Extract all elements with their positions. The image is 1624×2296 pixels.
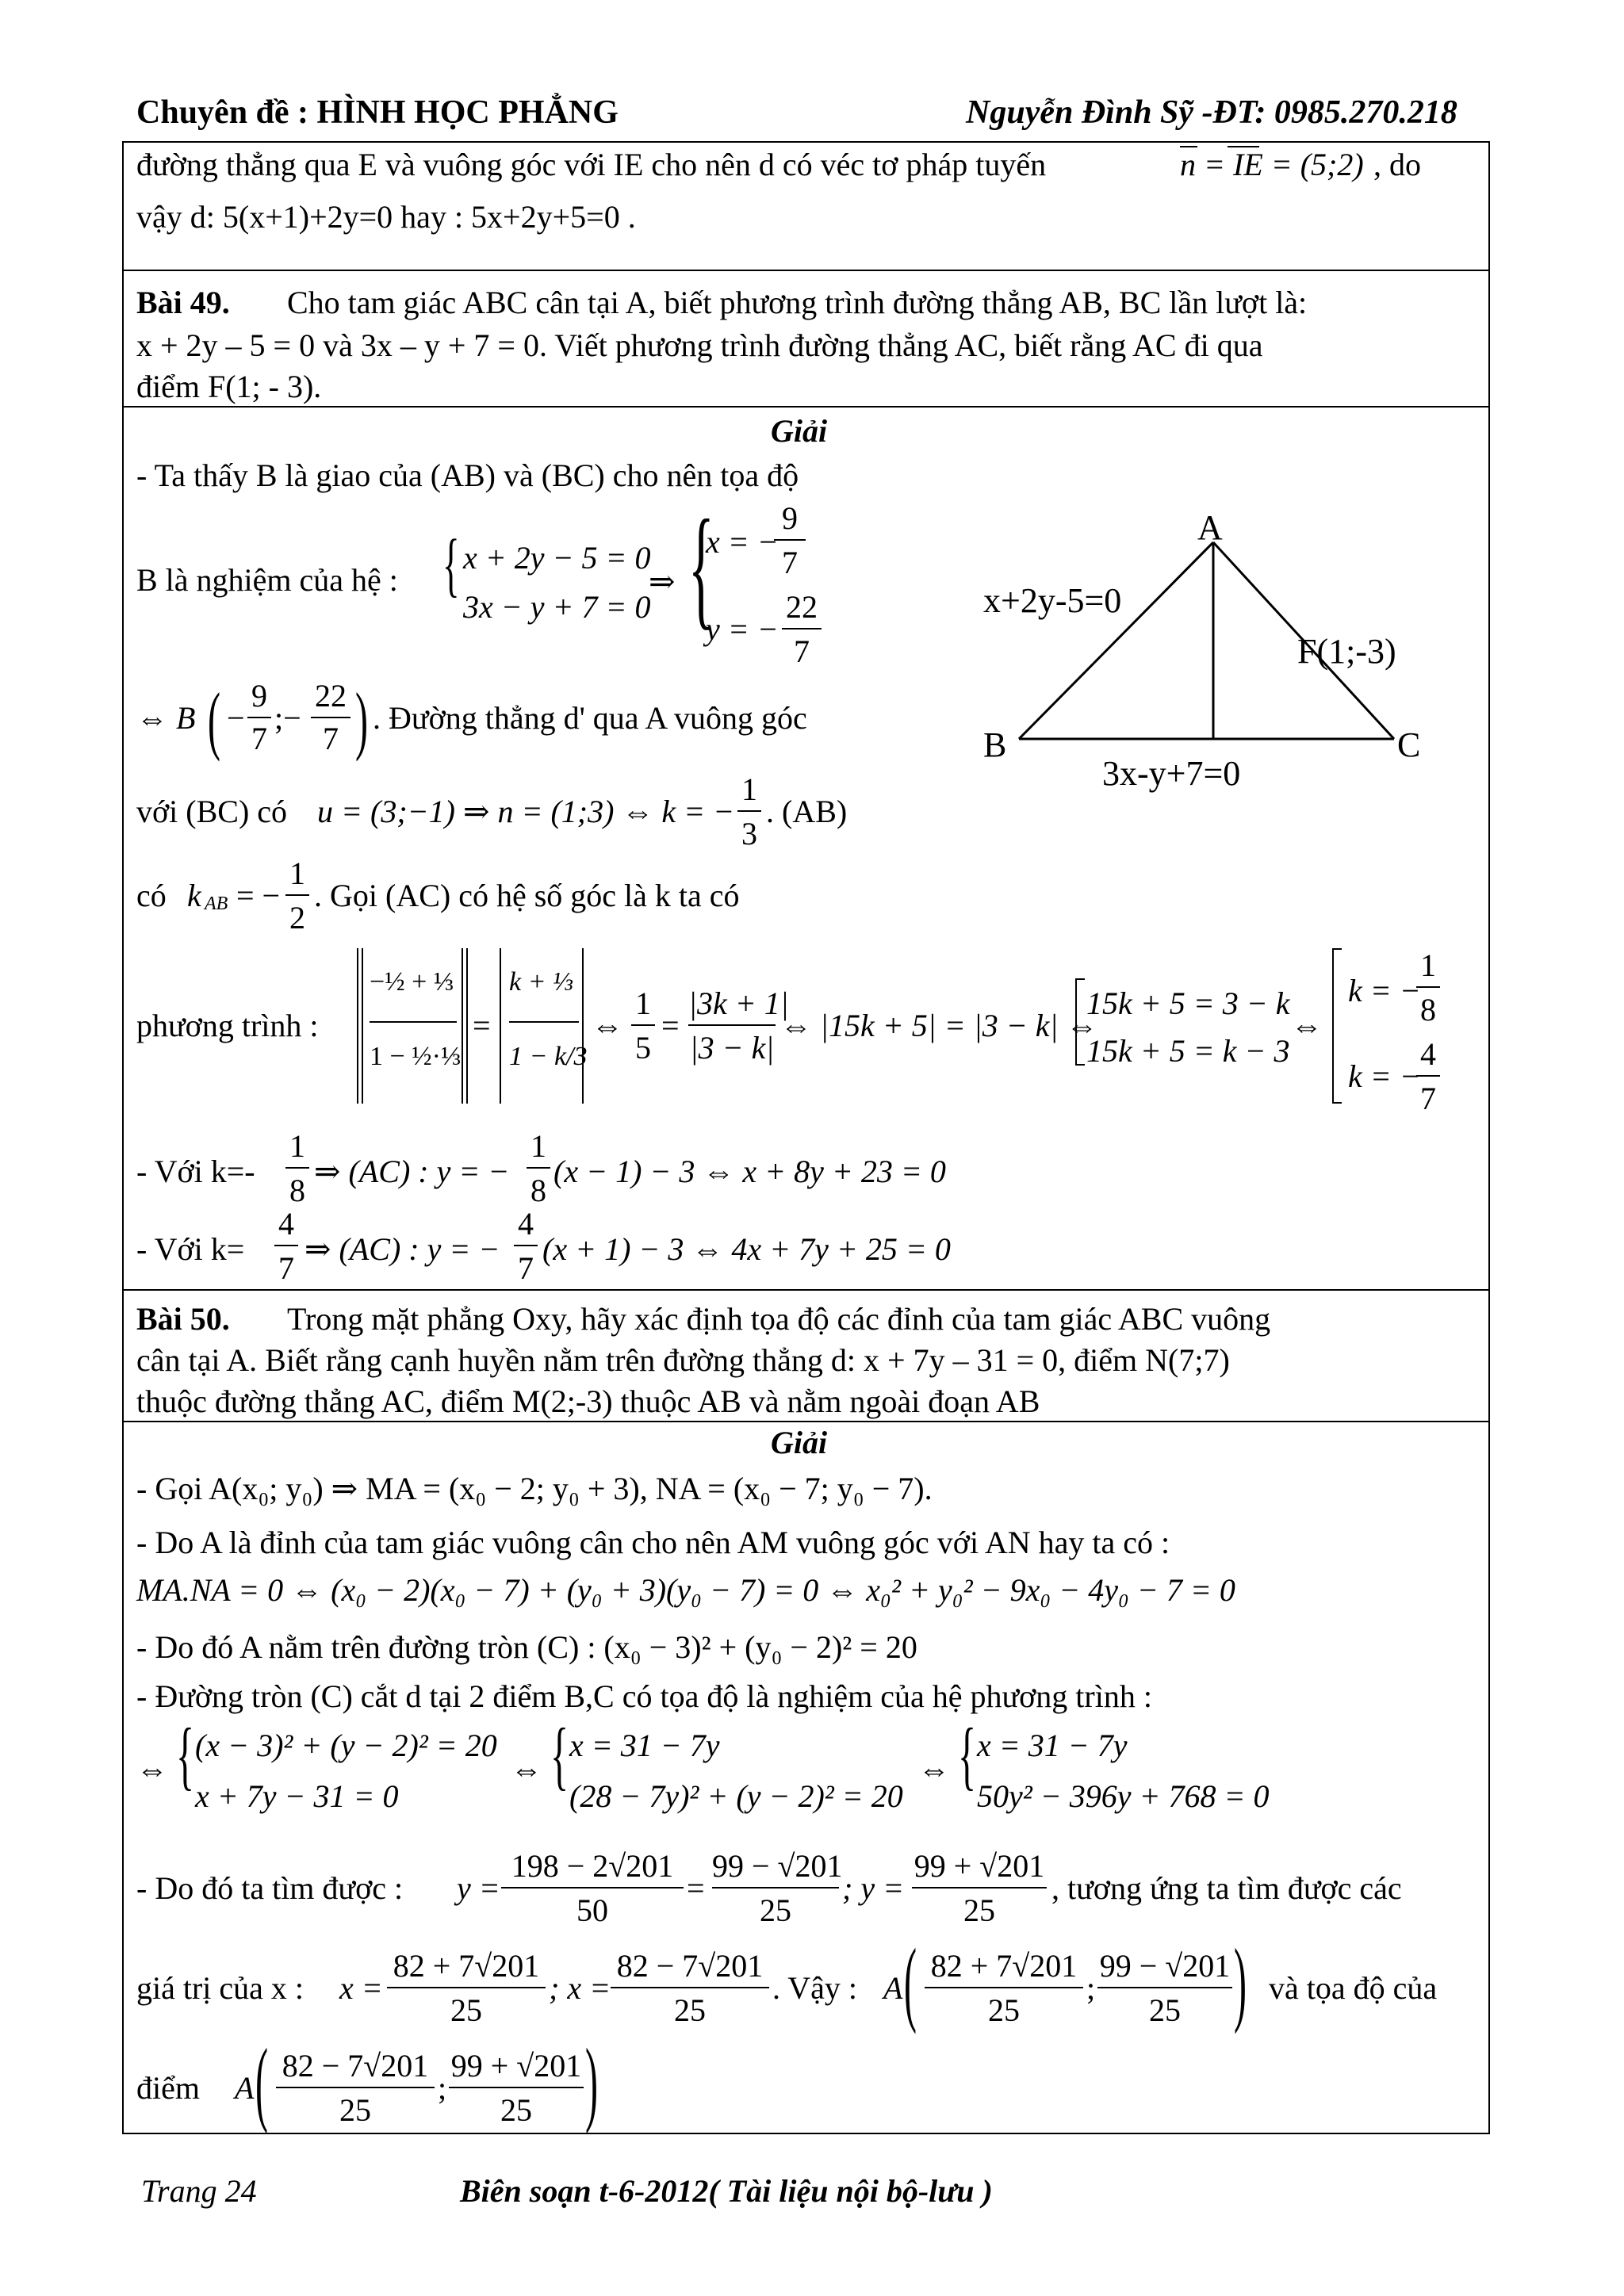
bracket-bot bbox=[1075, 1064, 1085, 1066]
s3b: . Đường thẳng d' qua A vuông góc bbox=[373, 700, 807, 736]
paren-r2: ) bbox=[1234, 1929, 1247, 2034]
bai50-line-3: thuộc đường thẳng AC, điểm M(2;-3) thuộc AB và nằm ngoài đoạn AB bbox=[136, 1383, 1040, 1419]
frac-7g: 7 bbox=[518, 1250, 534, 1286]
frac-bar bbox=[925, 1987, 1083, 1988]
a1d: 25 bbox=[988, 1992, 1020, 2028]
v2c: (x + 1) − 3 ⇔ 4x + 7y + 25 = 0 bbox=[542, 1231, 951, 1267]
frac-bar bbox=[311, 717, 350, 718]
frac-bar bbox=[387, 1987, 546, 1988]
bai49-step-2: B là nghiệm của hệ : bbox=[136, 562, 398, 598]
frac-1f: 1 bbox=[530, 1128, 546, 1164]
bai50-line-1: Trong mặt phẳng Oxy, hãy xác định tọa độ các đỉnh của tam giác ABC vuông bbox=[287, 1301, 1271, 1337]
f2d: 25 bbox=[760, 1892, 791, 1928]
s5a: có bbox=[136, 878, 167, 913]
sysB2: (28 − 7y)² + (y − 2)² = 20 bbox=[569, 1778, 903, 1814]
s4b: . (AB) bbox=[766, 794, 848, 829]
f2n: 99 − √201 bbox=[712, 1848, 843, 1884]
intro-line-1-end: , do bbox=[1373, 147, 1421, 182]
abs2: |3 − k| bbox=[689, 1030, 775, 1066]
s5eq: = − bbox=[236, 878, 281, 913]
frac-9b: 9 bbox=[251, 678, 267, 714]
v1b: ⇒ (AC) : y = − bbox=[314, 1154, 510, 1189]
abs-bar bbox=[582, 948, 584, 1104]
s7b: . Vậy : bbox=[772, 1970, 858, 2006]
a1n: 82 + 7√201 bbox=[930, 1948, 1078, 1984]
abs-bar bbox=[500, 948, 501, 1104]
point-a: A bbox=[883, 1970, 903, 2006]
label-b: B bbox=[983, 725, 1007, 764]
frac-lhs-top: −½ + ⅓ bbox=[370, 967, 454, 997]
frac-8c: 8 bbox=[530, 1173, 546, 1208]
frac-bar bbox=[509, 1021, 579, 1023]
frac-bar bbox=[514, 1245, 538, 1246]
b1n: 82 − 7√201 bbox=[282, 2048, 429, 2084]
frac-bar bbox=[247, 717, 271, 718]
brace: { bbox=[442, 526, 460, 604]
f1n: 198 − 2√201 bbox=[511, 1848, 674, 1884]
bai50-line-2: cân tại A. Biết rằng cạnh huyền nằm trên đường thẳng d: x + 7y – 31 = 0, điểm N(7;7) bbox=[136, 1342, 1230, 1378]
sysB1: x = 31 − 7y bbox=[569, 1728, 720, 1763]
brace5: { bbox=[958, 1712, 977, 1797]
frac-bar bbox=[285, 894, 309, 896]
eq: = bbox=[473, 1008, 491, 1043]
frac-bar bbox=[1416, 1075, 1440, 1077]
bai49-step-1: - Ta thấy B là giao của (AB) và (BC) cho nên tọa độ bbox=[136, 457, 799, 493]
frac-8b: 8 bbox=[289, 1173, 305, 1208]
g1d: 25 bbox=[450, 1992, 482, 2028]
semi-x: ; x = bbox=[549, 1970, 611, 2006]
header-author: Nguyễn Đình Sỹ -ĐT: 0985.270.218 bbox=[966, 94, 1457, 131]
bai49-line-2: x + 2y – 5 = 0 và 3x – y + 7 = 0. Viết phương trình đường thẳng AC, biết rằng AC đi qua bbox=[136, 327, 1263, 363]
frac-1b: 1 bbox=[289, 855, 305, 891]
solx: x = − bbox=[706, 524, 779, 560]
frac-bar bbox=[449, 2087, 584, 2088]
frac-bar bbox=[712, 1887, 839, 1888]
header-title: Chuyên đề : HÌNH HỌC PHẲNG bbox=[136, 94, 619, 131]
frac-7f: 7 bbox=[278, 1250, 294, 1286]
sys1b: 3x − y + 7 = 0 bbox=[463, 589, 651, 625]
frac-rhs-top: k + ⅓ bbox=[509, 967, 573, 997]
eqv1: ⇔ bbox=[136, 1751, 168, 1787]
y-eq: y = bbox=[457, 1870, 500, 1906]
s5sub: AB bbox=[205, 894, 228, 914]
g2n: 82 − 7√201 bbox=[616, 1948, 764, 1984]
abs-bar bbox=[357, 948, 358, 1104]
bai50-s1: - Gọi A(x₀; y₀) ⇒ MA = (x₀ − 2; y₀ + 3), NA = (x₀ − 7; y₀ − 7). bbox=[136, 1471, 933, 1506]
bai49-title: Bài 49. bbox=[136, 285, 230, 320]
v2b: ⇒ (AC) : y = − bbox=[304, 1231, 500, 1267]
s7a: giá trị của x : bbox=[136, 1970, 304, 2006]
eq3: = bbox=[687, 1870, 705, 1906]
bracket2-top bbox=[1332, 948, 1342, 950]
frac-bar bbox=[782, 628, 822, 629]
brace3: { bbox=[176, 1712, 195, 1797]
eqv3: ⇔ bbox=[918, 1751, 950, 1787]
vec-arrow-ie bbox=[1228, 146, 1259, 147]
point-a2: A bbox=[235, 2070, 255, 2106]
label-f: F(1;-3) bbox=[1297, 632, 1396, 671]
bracket2 bbox=[1332, 948, 1334, 1104]
frac-9: 9 bbox=[782, 500, 798, 536]
bai50-s3: MA.NA = 0 ⇔ (x₀ − 2)(x₀ − 7) + (y₀ + 3)(y₀ − 7) = 0 ⇔ x₀² + y₀² − 9x₀ − 4y₀ − 7 = 0 bbox=[136, 1572, 1235, 1608]
frac-22b: 22 bbox=[315, 678, 347, 714]
soly: y = − bbox=[706, 611, 779, 647]
s6b: , tương ứng ta tìm được các bbox=[1051, 1870, 1402, 1906]
frac-7: 7 bbox=[782, 545, 798, 580]
v2a: - Với k= bbox=[136, 1231, 245, 1267]
frac-1: 1 bbox=[741, 771, 757, 807]
frac-bar bbox=[276, 2087, 435, 2088]
frac-lhs-bot: 1 − ½·⅓ bbox=[370, 1042, 462, 1071]
sysA1: (x − 3)² + (y − 2)² = 20 bbox=[195, 1728, 497, 1763]
frac-7d: 7 bbox=[323, 721, 339, 756]
intro-vector: n = IE = (5;2) bbox=[1180, 147, 1364, 182]
intro-line-2: vậy d: 5(x+1)+2y=0 hay : 5x+2y+5=0 . bbox=[136, 199, 636, 235]
label-bc-eq: 3x-y+7=0 bbox=[1102, 754, 1241, 793]
minus: − bbox=[227, 700, 245, 736]
bai49-giai: Giải bbox=[771, 413, 828, 449]
frac-4: 4 bbox=[1420, 1036, 1436, 1072]
semi-b: ; bbox=[438, 2070, 447, 2106]
a2n: 99 − √201 bbox=[1099, 1948, 1231, 1984]
frac-bar bbox=[527, 1167, 550, 1169]
frac-2: 2 bbox=[289, 900, 305, 936]
frac-bar bbox=[912, 1887, 1047, 1888]
b1d: 25 bbox=[339, 2092, 371, 2128]
equiv2: ⇔ bbox=[1291, 1008, 1323, 1043]
bai49-line-3: điểm F(1; - 3). bbox=[136, 369, 322, 404]
semi-a: ; bbox=[1086, 1970, 1096, 2006]
s7c: và tọa độ của bbox=[1269, 1970, 1438, 2006]
frac-bar bbox=[611, 1987, 769, 1988]
g2d: 25 bbox=[674, 1992, 706, 2028]
bracket-top bbox=[1075, 978, 1085, 980]
v1c: (x − 1) − 3 ⇔ x + 8y + 23 = 0 bbox=[553, 1154, 946, 1189]
side-ab bbox=[1019, 542, 1213, 739]
brace4: { bbox=[550, 1712, 569, 1797]
paren-l: ( bbox=[208, 677, 220, 762]
paren-r3: ) bbox=[585, 2029, 598, 2134]
mid2: ⇔ |15k + 5| = |3 − k| ⇔ bbox=[780, 1008, 1098, 1043]
frac-7e: 7 bbox=[1420, 1081, 1436, 1116]
frac-bar bbox=[285, 1167, 309, 1169]
frac-bar bbox=[1416, 986, 1440, 988]
s8a: điểm bbox=[136, 2070, 200, 2106]
bracket bbox=[1075, 978, 1077, 1066]
k2: k = − bbox=[1348, 1058, 1421, 1094]
frac-bar bbox=[737, 810, 761, 812]
eq2: = bbox=[661, 1008, 680, 1043]
abs1: |3k + 1| bbox=[688, 985, 789, 1021]
s4math: u = (3;−1) ⇒ n = (1;3) ⇔ k = − bbox=[317, 794, 735, 829]
abs-bar bbox=[362, 948, 363, 1104]
sysA2: x + 7y − 31 = 0 bbox=[195, 1778, 399, 1814]
semi-y: ; y = bbox=[842, 1870, 905, 1906]
abs-bar bbox=[462, 948, 463, 1104]
frac-bar bbox=[631, 1024, 655, 1026]
bai50-giai: Giải bbox=[771, 1425, 828, 1460]
frac-bar bbox=[501, 1887, 684, 1888]
bai50-s2: - Do A là đỉnh của tam giác vuông cân cho nên AM vuông góc với AN hay ta có : bbox=[136, 1525, 1170, 1560]
frac-4b: 4 bbox=[278, 1206, 294, 1242]
v1a: - Với k=- bbox=[136, 1154, 255, 1189]
frac-1d: 1 bbox=[1420, 947, 1436, 983]
frac-7b: 7 bbox=[794, 633, 810, 669]
footer-note: Biên soạn t-6-2012( Tài liệu nội bộ-lưu ) bbox=[460, 2173, 993, 2209]
x-eq: x = bbox=[339, 1970, 383, 2006]
frac-22: 22 bbox=[786, 589, 818, 625]
eqv2: ⇔ bbox=[511, 1751, 542, 1787]
sysC2: 50y² − 396y + 768 = 0 bbox=[977, 1778, 1270, 1814]
frac-4c: 4 bbox=[518, 1206, 534, 1242]
s5b: . Gọi (AC) có hệ số góc là k ta có bbox=[314, 878, 740, 913]
frac-bar bbox=[688, 1024, 776, 1026]
frac-3: 3 bbox=[741, 816, 757, 851]
frac-5: 5 bbox=[635, 1030, 651, 1066]
frac-bar bbox=[274, 1245, 298, 1246]
label-ab-eq: x+2y-5=0 bbox=[983, 581, 1122, 620]
imp: ⇒ bbox=[649, 564, 676, 599]
sysC1: x = 31 − 7y bbox=[977, 1728, 1128, 1763]
frac-bar bbox=[1097, 1987, 1232, 1988]
b2n: 99 + √201 bbox=[450, 2048, 582, 2084]
f1d: 50 bbox=[576, 1892, 608, 1928]
label-c: C bbox=[1397, 725, 1421, 764]
frac-bar bbox=[370, 1021, 457, 1023]
sys1a: x + 2y − 5 = 0 bbox=[463, 540, 651, 576]
a2d: 25 bbox=[1149, 1992, 1181, 2028]
bai49-line-1: Cho tam giác ABC cân tại A, biết phương trình đường thẳng AB, BC lần lượt là: bbox=[287, 285, 1308, 320]
case1: 15k + 5 = 3 − k bbox=[1086, 985, 1290, 1021]
k1: k = − bbox=[1348, 973, 1421, 1008]
frac-bar bbox=[774, 539, 806, 541]
intro-line-1: đường thẳng qua E và vuông góc với IE cho nên d có véc tơ pháp tuyến bbox=[136, 147, 1047, 182]
b2d: 25 bbox=[500, 2092, 532, 2128]
paren-l2: ( bbox=[904, 1929, 917, 2034]
g1n: 82 + 7√201 bbox=[393, 1948, 540, 1984]
equiv: ⇔ bbox=[592, 1008, 623, 1043]
brace-2: { bbox=[688, 492, 714, 641]
bai50-s4: - Do đó A nằm trên đường tròn (C) : (x₀ − 3)² + (y₀ − 2)² = 20 bbox=[136, 1629, 917, 1665]
bai50-title: Bài 50. bbox=[136, 1301, 230, 1337]
case2: 15k + 5 = k − 3 bbox=[1086, 1033, 1290, 1069]
frac-1e: 1 bbox=[289, 1128, 305, 1164]
label-a: A bbox=[1197, 508, 1223, 547]
abs-bar bbox=[466, 948, 468, 1104]
frac-1c: 1 bbox=[635, 985, 651, 1021]
vec-arrow-n bbox=[1180, 146, 1197, 147]
semi: ;− bbox=[274, 700, 301, 736]
bracket2-bot bbox=[1332, 1102, 1342, 1104]
f3d: 25 bbox=[963, 1892, 995, 1928]
s6a: - Do đó ta tìm được : bbox=[136, 1870, 404, 1906]
paren-r: ) bbox=[355, 677, 368, 762]
s6: phương trình : bbox=[136, 1008, 319, 1043]
bai50-s5: - Đường tròn (C) cắt d tại 2 điểm B,C có tọa độ là nghiệm của hệ phương trình : bbox=[136, 1678, 1152, 1714]
frac-7c: 7 bbox=[251, 721, 267, 756]
frac-8: 8 bbox=[1420, 992, 1436, 1027]
frac-rhs-bot: 1 − k/3 bbox=[509, 1042, 588, 1071]
s5math: k bbox=[187, 878, 201, 913]
s4a: với (BC) có bbox=[136, 794, 288, 829]
f3n: 99 + √201 bbox=[914, 1848, 1045, 1884]
footer-page: Trang 24 bbox=[141, 2173, 257, 2209]
paren-l3: ( bbox=[255, 2029, 268, 2134]
s3a: ⇔ B bbox=[136, 700, 196, 736]
